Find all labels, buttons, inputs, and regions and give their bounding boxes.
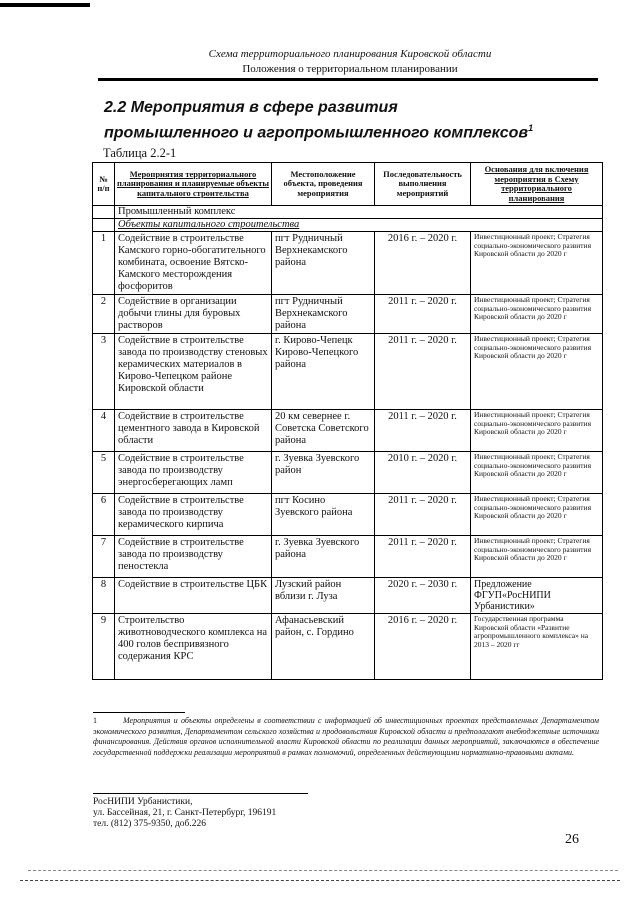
group-label: Промышленный комплекс <box>115 206 603 219</box>
col-header-num: № п/п <box>93 163 115 206</box>
row-number: 6 <box>93 494 115 536</box>
table-row <box>93 494 603 536</box>
row-number: 3 <box>93 334 115 410</box>
scan-artifact-line-2 <box>20 880 620 882</box>
scan-artifact-line <box>28 870 618 872</box>
row-basis: Инвестиционный проект; Стратегия социально-экономического развития Кировской области до 2020 г <box>471 536 603 578</box>
header-rule <box>98 78 598 81</box>
col-header-location: Местоположение объекта, проведения мероприятия <box>272 163 375 206</box>
row-event: Содействие в строительстве завода по производству энергосберегающих ламп <box>115 452 272 494</box>
row-period: 2010 г. – 2020 г. <box>375 452 471 494</box>
section-title <box>104 98 534 143</box>
row-location: г. Кирово-Чепецк Кирово-Чепецкого района <box>272 334 375 410</box>
footnote-text: Мероприятия и объекты определены в соответствии с информацией об инвестиционных проектах представленных Департаментом экономического развития, Департаментом сельского хозяйства и продовольствия Кировской области и предполагают внебюджетные источники финансирования. Действия органов исполнительной власти Кировской области по реализации данных мероприятий, заключаются в обеспечение государственной поддержки реализации мероприятий в рамках полномочий, определенных действующими нормативно-правовыми актами. <box>93 716 599 757</box>
group-spacer <box>93 206 115 219</box>
footnote-mark: 1 <box>93 716 97 725</box>
row-period: 2011 г. – 2020 г. <box>375 410 471 452</box>
table-row <box>93 410 603 452</box>
row-basis: Инвестиционный проект; Стратегия социально-экономического развития Кировской области до 2020 г <box>471 295 603 334</box>
row-period: 2011 г. – 2020 г. <box>375 295 471 334</box>
row-location: пгт Косино Зуевского района <box>272 494 375 536</box>
row-period: 2020 г. – 2030 г. <box>375 578 471 614</box>
row-location: пгт Рудничный Верхнекамского района <box>272 295 375 334</box>
subgroup-label: Объекты капитального строительства <box>115 219 603 232</box>
row-event: Содействие в организации добычи глины для буровых растворов <box>115 295 272 334</box>
row-period: 2016 г. – 2020 г. <box>375 232 471 295</box>
table-row <box>93 578 603 614</box>
address-line-2: ул. Бассейная, 21, г. Санкт-Петербург, 196191 <box>93 808 277 818</box>
row-location: г. Зуевка Зуевского района <box>272 536 375 578</box>
running-header-subtitle: Положения о территориальном планировании <box>242 63 458 75</box>
row-period: 2011 г. – 2020 г. <box>375 334 471 410</box>
row-basis: Инвестиционный проект; Стратегия социально-экономического развития Кировской области до 2020 г <box>471 334 603 410</box>
address-line-3: тел. (812) 375-9350, доб.226 <box>93 819 207 829</box>
row-event: Содействие в строительстве Камского горно-обогатительного комбината, освоение Вятско-Камского месторождения фосфоритов <box>115 232 272 295</box>
table-row <box>93 295 603 334</box>
running-header-title: Схема территориального планирования Кировской области <box>208 48 492 60</box>
table-row <box>93 334 603 410</box>
group-row <box>93 206 603 219</box>
row-period: 2011 г. – 2020 г. <box>375 536 471 578</box>
footnote <box>93 716 599 758</box>
events-table <box>92 162 603 680</box>
row-event: Содействие в строительстве цементного завода в Кировской области <box>115 410 272 452</box>
col-header-basis: Основания для включения мероприятия в Схему территориального планирования <box>471 163 603 206</box>
table-row <box>93 452 603 494</box>
row-event: Содействие в строительстве завода по производству пеностекла <box>115 536 272 578</box>
row-period: 2016 г. – 2020 г. <box>375 614 471 680</box>
scan-mark-top <box>0 3 90 7</box>
row-number: 5 <box>93 452 115 494</box>
row-location: Лузский район вблизи г. Луза <box>272 578 375 614</box>
row-basis: Инвестиционный проект; Стратегия социально-экономического развития Кировской области до 2020 г <box>471 494 603 536</box>
row-period: 2011 г. – 2020 г. <box>375 494 471 536</box>
row-location: 20 км севернее г. Советска Советского района <box>272 410 375 452</box>
row-number: 2 <box>93 295 115 334</box>
page-number: 26 <box>565 832 579 847</box>
section-title-text: 2.2 Мероприятия в сфере развития промышленного и агропромышленного комплексов <box>104 99 529 142</box>
row-basis: Государственная программа Кировской области «Развитие агропромышленного комплекса» на 2013 – 2020 гг <box>471 614 603 680</box>
table-row <box>93 614 603 680</box>
row-event: Содействие в строительстве завода по производству керамического кирпича <box>115 494 272 536</box>
subgroup-spacer <box>93 219 115 232</box>
row-event: Содействие в строительстве завода по производству стеновых керамических материалов в Кирово-Чепецком районе Кировской области <box>115 334 272 410</box>
row-basis: Предложение ФГУП«РосНИПИ Урбанистики» <box>471 578 603 614</box>
col-header-event: Мероприятия территориального планирования и планируемые объекты капитального строительства <box>115 163 272 206</box>
col-header-period: Последовательность выполнения мероприятий <box>375 163 471 206</box>
row-location: Афанасьевский район, с. Гордино <box>272 614 375 680</box>
row-number: 1 <box>93 232 115 295</box>
row-basis: Инвестиционный проект; Стратегия социально-экономического развития Кировской области до 2020 г <box>471 232 603 295</box>
table-row <box>93 232 603 295</box>
footnote-rule <box>93 712 185 713</box>
address-rule <box>93 793 308 794</box>
footnote-ref: 1 <box>528 123 534 133</box>
row-location: пгт Рудничный Верхнекамского района <box>272 232 375 295</box>
subgroup-row <box>93 219 603 232</box>
row-basis: Инвестиционный проект; Стратегия социально-экономического развития Кировской области до 2020 г <box>471 452 603 494</box>
row-number: 8 <box>93 578 115 614</box>
table-row <box>93 536 603 578</box>
row-basis: Инвестиционный проект; Стратегия социально-экономического развития Кировской области до 2020 г <box>471 410 603 452</box>
row-number: 7 <box>93 536 115 578</box>
row-number: 9 <box>93 614 115 680</box>
row-number: 4 <box>93 410 115 452</box>
table-caption: Таблица 2.2-1 <box>103 146 177 160</box>
table-header-row <box>93 163 603 206</box>
row-event: Строительство животноводческого комплекса на 400 голов беспривязного содержания КРС <box>115 614 272 680</box>
row-event: Содействие в строительстве ЦБК <box>115 578 272 614</box>
address-block <box>93 797 276 830</box>
row-location: г. Зуевка Зуевского район <box>272 452 375 494</box>
address-line-1: РосНИПИ Урбанистики, <box>93 797 193 807</box>
